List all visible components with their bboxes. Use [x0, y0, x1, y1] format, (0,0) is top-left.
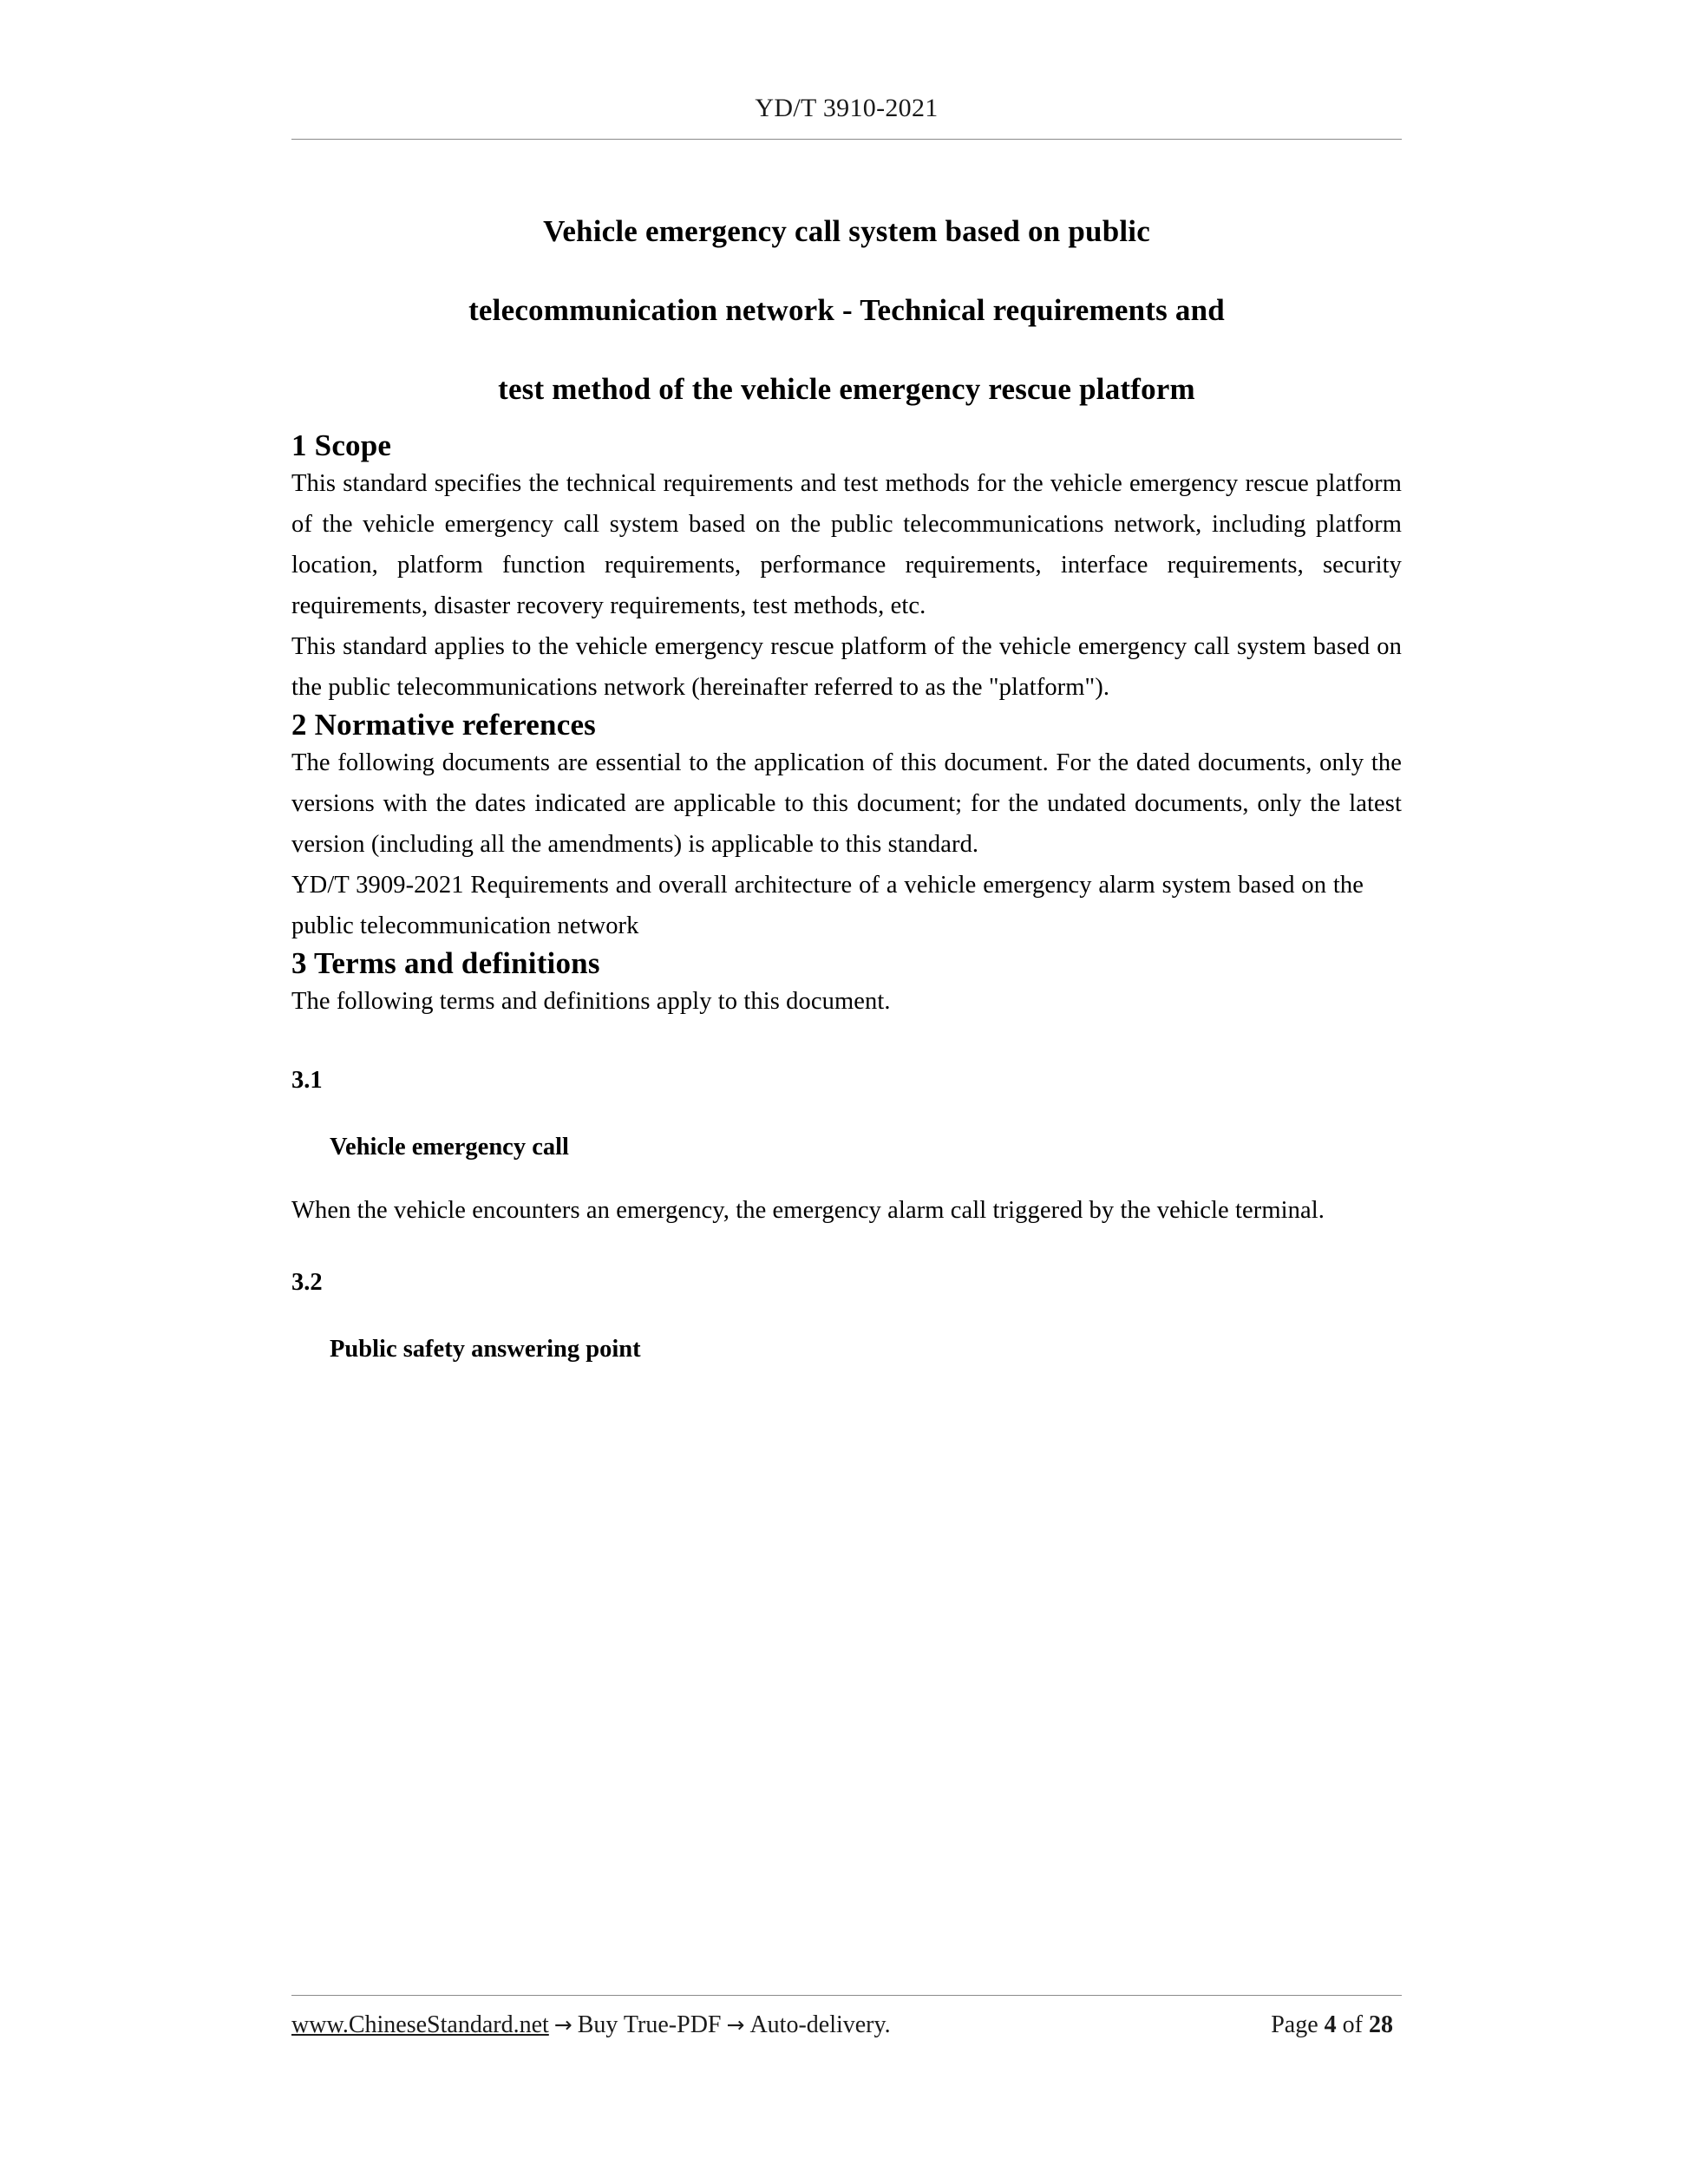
scope-paragraph-1: This standard specifies the technical requirements and test methods for the vehicle emergency rescue platform of the vehicle emergency call system based on the public telecommunications network, including platform location, platform function requirements, performance requirements, interface requirements, security requirements, disaster recovery requirements, test methods, etc.	[291, 470, 1402, 619]
page-footer	[291, 1995, 1402, 2039]
normative-paragraph-1: The following documents are essential to the application of this document. For the dated documents, only the versions with the dates indicated are applicable to this document; for the undated documents, only the latest version (including all the amendments) is applicable to this standard.	[291, 749, 1402, 858]
heading-terms-definitions: 3 Terms and definitions	[291, 946, 600, 980]
header-divider	[291, 139, 1402, 140]
title-line-2: telecommunication network - Technical requirements and	[468, 293, 1225, 327]
term-name-3-2: Public safety answering point	[330, 1336, 641, 1363]
spacer	[291, 1022, 1402, 1060]
of-label: of	[1342, 2011, 1363, 2038]
spacer	[291, 1167, 1402, 1190]
term-number-3-2: 3.2	[291, 1269, 323, 1296]
footer-delivery-label: Auto-delivery.	[749, 2011, 891, 2038]
spacer	[291, 1101, 1402, 1127]
spacer	[291, 1303, 1402, 1329]
document-title	[291, 192, 1402, 428]
arrow-right-icon: →	[553, 2012, 572, 2037]
term-number-3-1: 3.1	[291, 1067, 323, 1094]
footer-site-link[interactable]: www.ChineseStandard.net	[291, 2011, 549, 2038]
arrow-right-icon: →	[726, 2012, 745, 2037]
footer-promo	[291, 2011, 891, 2039]
page-total: 28	[1369, 2011, 1393, 2038]
normative-reference-item: YD/T 3909-2021 Requirements and overall architecture of a vehicle emergency alarm system based on the public telecommunication network	[291, 872, 1364, 939]
term-name-3-1: Vehicle emergency call	[330, 1134, 569, 1161]
page-number-indicator	[1271, 2011, 1402, 2039]
page-number: 4	[1324, 2011, 1337, 2038]
heading-normative-references: 2 Normative references	[291, 708, 596, 742]
footer-row	[291, 2011, 1402, 2039]
title-line-3: test method of the vehicle emergency rescue platform	[498, 372, 1195, 406]
scope-paragraph-2: This standard applies to the vehicle emergency rescue platform of the vehicle emergency call system based on the public telecommunications network (hereinafter referred to as the "platform").	[291, 633, 1402, 701]
spacer	[291, 1231, 1402, 1262]
header-standard-id: YD/T 3910-2021	[755, 94, 939, 122]
page-label: Page	[1271, 2011, 1318, 2038]
heading-scope: 1 Scope	[291, 428, 392, 462]
footer-buy-label: Buy True-PDF	[577, 2011, 722, 2038]
page-header	[291, 0, 1402, 140]
footer-divider	[291, 1995, 1402, 1996]
page-content	[291, 0, 1402, 1370]
term-definition-3-1: When the vehicle encounters an emergency, the emergency alarm call triggered by the vehicle terminal.	[291, 1197, 1325, 1224]
title-line-1: Vehicle emergency call system based on public	[543, 214, 1150, 248]
terms-paragraph-1: The following terms and definitions apply to this document.	[291, 988, 891, 1015]
